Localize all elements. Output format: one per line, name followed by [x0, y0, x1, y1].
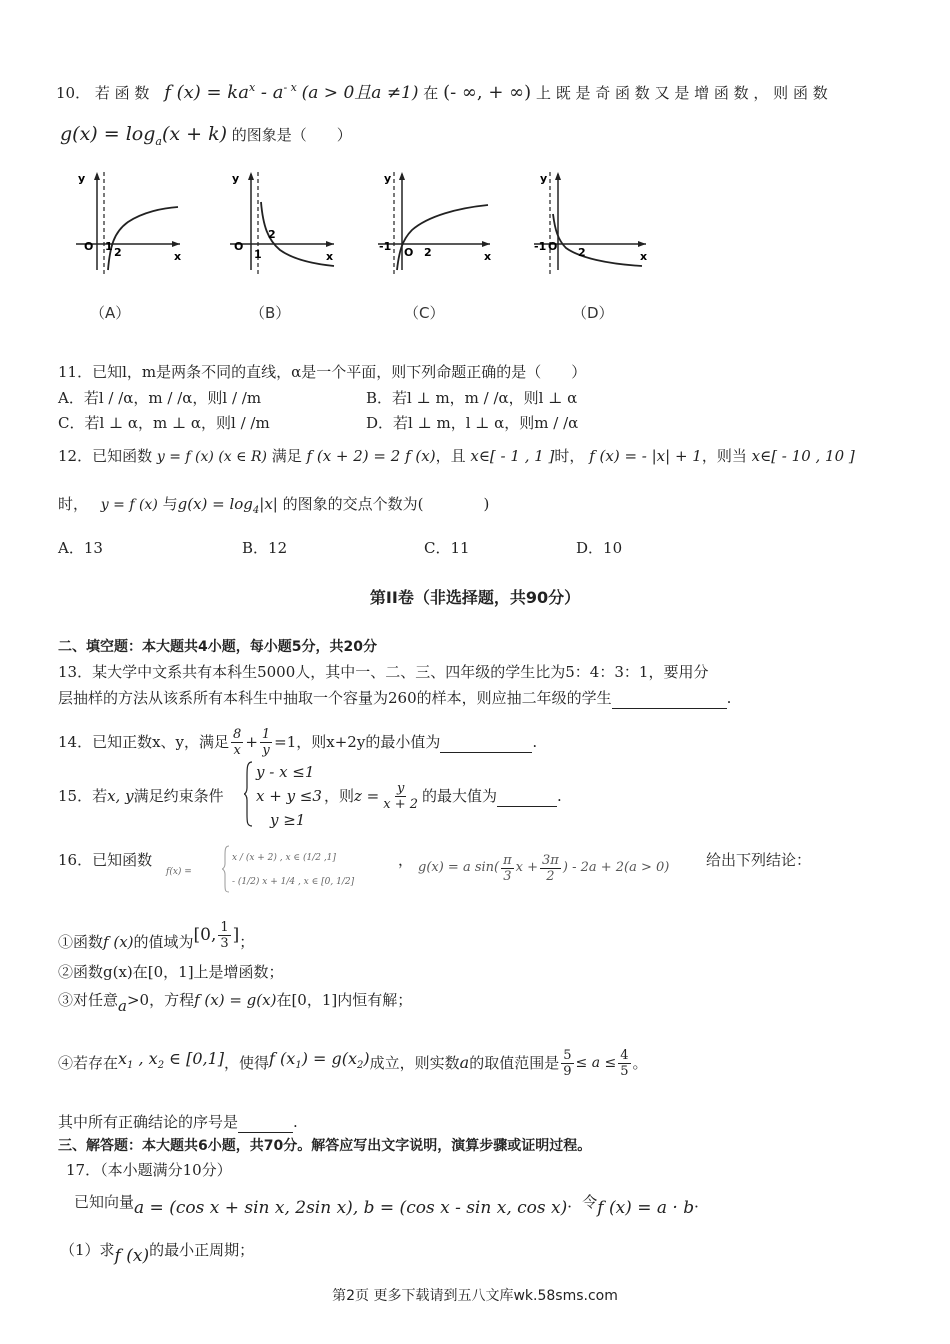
q12-f6: y = f (x) — [100, 497, 158, 513]
graph-c-x-label: x — [484, 250, 492, 263]
q10-line2 — [60, 124, 352, 152]
section3-heading: 三、解答题：本大题共6小题，共70分。解答应写出文字说明，演算步骤或证明过程。 — [58, 1138, 592, 1154]
q15-answer-blank[interactable] — [497, 786, 557, 807]
q12-line2: 时， y = f (x) 与$g(x) = \log_4|x|$ 的图象的交点个数为( ) — [58, 495, 490, 516]
graph-d — [528, 166, 653, 276]
part2-title: 第II卷（非选择题，共90分） — [369, 588, 581, 607]
q16-frac-lower: $\frac{5}{9}$ — [563, 1047, 572, 1079]
q13-answer-blank[interactable] — [612, 688, 727, 709]
q16-answer-blank[interactable] — [238, 1112, 293, 1133]
q14-frac-2: $\frac{1}{y}$ — [261, 726, 271, 758]
q13-line2: 层抽样的方法从该系所有本科生中抽取一个容量为260的样本，则应抽二年级的学生 . — [58, 689, 732, 707]
graph-a-tick-2: 2 — [114, 246, 122, 259]
q16-statement-1: ①函数 f (x) 的值域为 [0, $\frac{1}{3}$ ] ； — [58, 919, 255, 951]
graph-b-origin-label: O — [234, 240, 244, 253]
graph-b-x-label: x — [326, 250, 334, 263]
q16-comma: ， — [398, 851, 414, 869]
q15-constraint-1: y - x ≤1 — [256, 763, 315, 781]
q16-statement-4: ④若存在 $x_1$ , $x_2$ ∈ [0,1] ，使得 f $(x_1) = g(x_2)$ 成立，则实数 a 的取值范围是 $\frac{5}{9}$ ≤ a ≤ $\frac{4}{5}$ 。 — [58, 1047, 648, 1079]
section2-heading: 二、填空题：本大题共4小题，每小题5分，共20分 — [58, 639, 377, 655]
option-c-label: （C） — [404, 304, 445, 322]
q16-case-1: x / (x + 2) , x ∈ (1/2 ,1] — [232, 853, 336, 863]
graph-c — [372, 166, 497, 276]
q17-part1: （1）求f (x)的最小正周期； — [60, 1241, 255, 1266]
q14-answer-blank[interactable] — [440, 732, 532, 753]
graph-b-tick-1: 1 — [254, 248, 262, 261]
graph-b — [222, 166, 342, 276]
q10-tail: 上 既 是 奇 函 数 又 是 增 函 数 ， 则 函 数 — [535, 84, 828, 102]
q16-ask: 其中所有正确结论的序号是 . — [58, 1113, 298, 1131]
q12-option-d: D．10 — [576, 539, 623, 557]
graph-a-origin-label: O — [84, 240, 94, 253]
graph-c-tick-neg1: -1 — [379, 240, 392, 253]
q16-prefix: 16．已知函数 — [58, 851, 153, 869]
option-d-label: （D） — [572, 304, 614, 322]
q10-number: 10． — [56, 84, 91, 102]
graph-d-tick-neg1: -1 — [534, 240, 547, 253]
q11-option-d: D．若l ⊥ m，l ⊥ α，则m / /α — [366, 414, 579, 432]
q16-frac-upper: $\frac{4}{5}$ — [620, 1047, 629, 1079]
q10-interval: (- ∞, + ∞) — [443, 82, 532, 103]
q16-statement-2: ②函数g(x)在[0，1]上是增函数； — [58, 963, 284, 981]
option-a-label: （A） — [90, 304, 131, 322]
q10-g-function: $g(x) = \log_a(x + k)$ — [60, 123, 228, 148]
q15-constraint-3: y ≥1 — [270, 811, 306, 829]
q10-function: f $(x) = ka^x - a^{- x}$ — [164, 81, 297, 103]
q15-frac: $\frac{y}{x + 2}$ — [383, 780, 419, 812]
q17-heading: 17．（本小题满分10分） — [66, 1161, 232, 1179]
graph-c-tick-2: 2 — [424, 246, 432, 259]
q12-f1: y = f (x) (x ∈ R) — [156, 449, 267, 465]
graph-d-tick-2: 2 — [578, 246, 586, 259]
q10-condition: (a > 0且a ≠1) — [301, 83, 419, 103]
q10-in: 在 — [423, 84, 439, 102]
graph-d-x-label: x — [640, 250, 648, 263]
q15-objective: ，则 z = $\frac{y}{x + 2}$ 的最大值为 . — [324, 780, 562, 812]
q14-frac-1: $\frac{8}{x}$ — [233, 726, 242, 758]
q12-f2: f (x + 2) = 2 f (x) — [306, 447, 436, 465]
graph-b-tick-2: 2 — [268, 228, 276, 241]
q11-option-b: B．若l ⊥ m，m / /α，则l ⊥ α — [366, 389, 578, 407]
option-b-label: （B） — [250, 304, 291, 322]
q16-statement-3: ③对任意a>0，方程f (x) = g(x)在[0，1]内恒有解； — [58, 991, 413, 1015]
q11-stem: 11．已知l，m是两条不同的直线，α是一个平面，则下列命题正确的是（ ） — [58, 363, 587, 381]
q12-f4: f (x) = - |x| + 1 — [589, 447, 702, 465]
q12-option-a: A．13 — [58, 539, 103, 557]
q15-brace — [244, 760, 254, 828]
q12-option-c: C．11 — [424, 539, 470, 557]
q12-f7: $g(x) = \log_4|x|$ — [177, 495, 278, 516]
q16-range-frac: $\frac{1}{3}$ — [220, 919, 229, 951]
q13-line1: 13．某大学中文系共有本科生5000人，其中一、二、三、四年级的学生比为5：4：3：1，要用分 — [58, 663, 709, 681]
q16-g: g(x) = a sin( $\frac{\pi}{3}$ x + $\frac{3\pi}{2}$ ) - 2a + 2(a > 0) — [418, 852, 670, 884]
graph-a-tick-1: 1 — [105, 240, 113, 253]
graph-a — [68, 166, 188, 276]
graph-c-origin-label: O — [404, 246, 414, 259]
graph-a-y-label: y — [78, 172, 86, 185]
q16-tail: 给出下列结论： — [706, 851, 812, 869]
q16-g-frac-1: $\frac{\pi}{3}$ — [503, 852, 512, 884]
graph-c-y-label: y — [384, 172, 392, 185]
q16-fx: f(x) = — [166, 867, 192, 877]
q11-option-c: C．若l ⊥ α，m ⊥ α，则l / /m — [58, 414, 270, 432]
q10-tail2: 的图象是（ ） — [231, 126, 352, 144]
q12-f5: x∈[ - 10 , 10 ] — [751, 447, 855, 465]
q14-line: 14．已知正数x、y，满足 $\frac{8}{x}$ + $\frac{1}{y}$ =1，则x+2y的最小值为 . — [58, 726, 538, 758]
q16-g-frac-2: $\frac{3\pi}{2}$ — [542, 852, 559, 884]
page-footer: 第2页 更多下载请到五八文库wk.58sms.com — [332, 1288, 618, 1304]
q10-lead: 若 函 数 — [94, 84, 150, 102]
q16-case-2: - (1/2) x + 1/4 , x ∈ [0, 1/2] — [232, 877, 355, 887]
graph-a-x-label: x — [174, 250, 182, 263]
graph-d-origin-label: O — [548, 240, 558, 253]
q15-constraint-2: x + y ≤3 — [256, 787, 322, 805]
q16-brace — [222, 844, 230, 894]
graph-b-y-label: y — [232, 172, 240, 185]
q11-option-a: A．若l / /α，m / /α，则l / /m — [58, 389, 262, 407]
graph-d-y-label: y — [540, 172, 548, 185]
q15-prefix: 15．若x, y满足约束条件 — [58, 787, 224, 805]
q12-option-b: B．12 — [242, 539, 288, 557]
q12-line1: 12．已知函数 y = f (x) (x ∈ R) 满足 f (x + 2) = 2 f (x)，且 x∈[ - 1 , 1 ]时， f (x) = - |x| + 1，则当 x∈[ - 10 , 10 ] — [58, 447, 855, 465]
q12-f3: x∈[ - 1 , 1 ] — [470, 447, 555, 465]
q17-vectors: 已知向量a = (cos x + sin x, 2sin x), b = (cos x - sin x, cos x)．令f (x) = a · b． — [74, 1193, 710, 1218]
q10-line1 — [56, 78, 828, 103]
